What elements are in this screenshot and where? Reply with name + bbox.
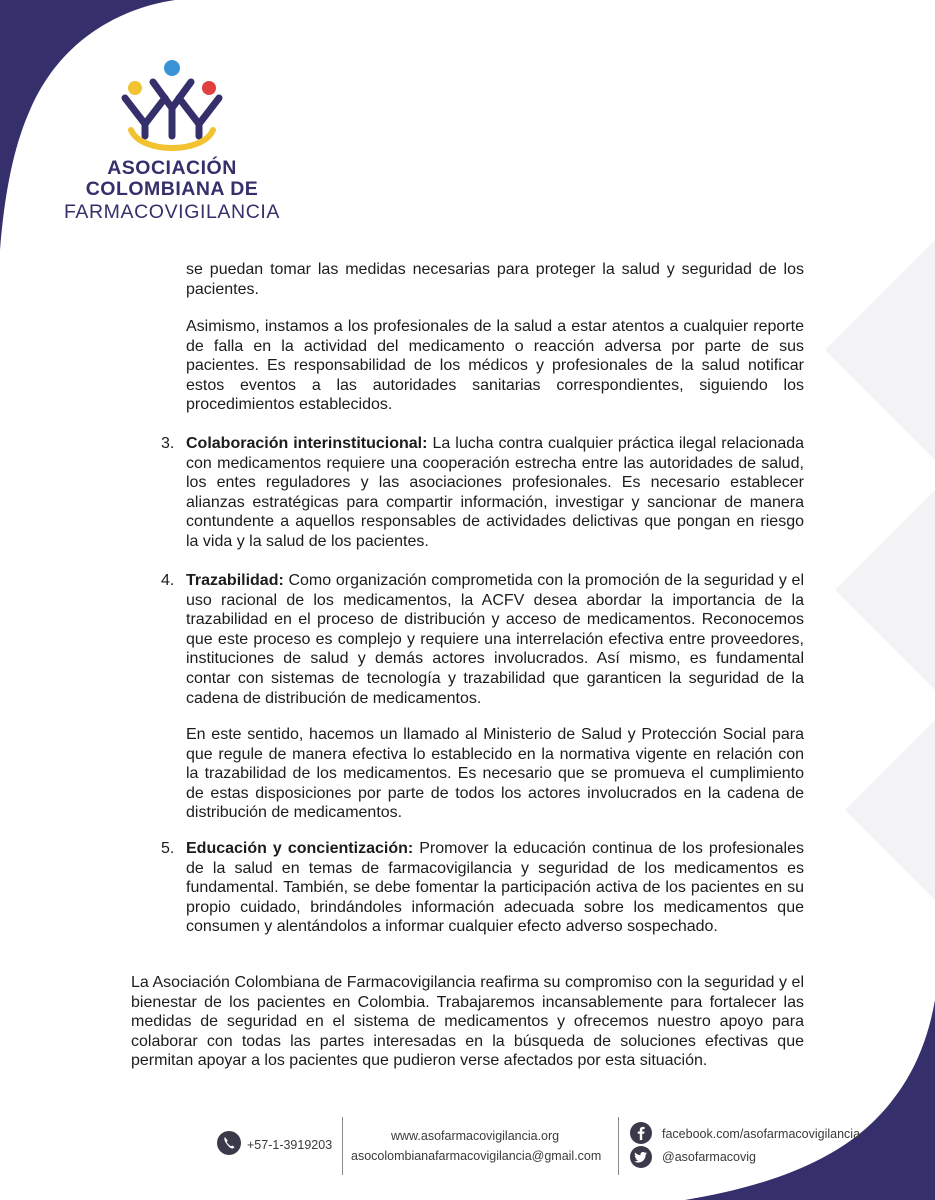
item-title-5: Educación y concientización: [186, 840, 414, 857]
footer-twitter[interactable]: @asofarmacovig [662, 1150, 756, 1164]
phone-icon [217, 1131, 241, 1155]
footer-website[interactable]: www.asofarmacovigilancia.org [391, 1129, 560, 1143]
intro-second-paragraph: Asimismo, instamos a los profesionales de la salud a estar atentos a cualquier reporte de falla en la actividad del medicamento o reacción adversa por parte de sus pacientes. Es responsabilidad de los médicos y profesionales de la salud notificar estos eventos a las autoridades sanitarias correspondientes, siguiendo los procedimientos establecidos. [186, 318, 804, 414]
item-number-3: 3. [161, 435, 175, 452]
organization-logo [62, 58, 282, 224]
intro-continuation-paragraph: se puedan tomar las medidas necesarias para proteger la salud y seguridad de los pacientes. [186, 261, 804, 298]
footer-phone: +57-1-3919203 [247, 1138, 333, 1152]
footer-divider-2 [618, 1117, 619, 1175]
org-name-line-2: COLOMBIANA DE [85, 178, 259, 200]
facebook-icon[interactable] [630, 1122, 652, 1144]
closing-paragraph: La Asociación Colombiana de Farmacovigilancia reafirma su compromiso con la seguridad y el bienestar de los pacientes en Colombia. Trabajaremos incansablemente para fortalecer las medidas de seguridad en el sistema de medicamentos y ofrecemos nuestro apoyo para colaborar con todas las partes interesadas en la búsqueda de soluciones efectivas que permitan apoyar a los pacientes que pudieron verse afectados por esta situación. [131, 974, 804, 1070]
list-item-5 [186, 839, 804, 937]
item-4-extra-paragraph: En este sentido, hacemos un llamado al Ministerio de Salud y Protección Social para que regule de manera efectiva lo establecido en la normativa vigente en relación con la trazabilidad de los medicamentos. Es necesario que se promueva el cumplimiento de estas disposiciones por parte de todos los actores involucrados en la cadena de distribución de medicamentos. [186, 726, 804, 822]
item-text-3: La lucha contra cualquier práctica ilegal relacionada con medicamentos requiere una cooperación estrecha entre las autoridades de salud, los entes reguladores y las asociaciones profesionales. Es necesario establecer alianzas estratégicas para compartir información, investigar y sancionar de manera contundente a aquellos responsables de actividades delictivas que pongan en riesgo la vida y la salud de los pacientes. [186, 435, 805, 550]
footer-email[interactable]: asocolombianafarmacovigilancia@gmail.com [351, 1149, 602, 1163]
twitter-icon[interactable] [630, 1146, 652, 1168]
logo-mark-icon [117, 58, 227, 158]
item-title-3: Colaboración interinstitucional: [186, 435, 428, 452]
list-item-3 [186, 434, 804, 552]
watermark-chevrons [805, 240, 935, 940]
org-name-line-1: ASOCIACIÓN [107, 157, 237, 179]
org-name-line-3: FARMACOVIGILANCIA [63, 201, 281, 223]
item-number-4: 4. [161, 572, 175, 589]
footer-facebook[interactable]: facebook.com/asofarmacovigilancia [662, 1127, 861, 1141]
item-title-4: Trazabilidad: [186, 572, 284, 589]
list-item-4 [186, 571, 804, 708]
item-text-5: Promover la educación continua de los profesionales de la salud en temas de farmacovigilancia y seguridad de los medicamentos es fundamental. También, se debe fomentar la participación activa de los pacientes en su propio cuidado, brindándoles información adecuada sobre los medicamentos que consumen y alentándolos a informar cualquier efecto adverso sospechado. [186, 840, 805, 936]
item-number-5: 5. [161, 840, 175, 857]
footer-divider-1 [342, 1117, 343, 1175]
item-text-4: Como organización comprometida con la promoción de la seguridad y el uso racional de los medicamentos, la ACFV desea abordar la importancia de la trazabilidad en el proceso de distribución y acceso de medicamentos. Reconocemos que este proceso es complejo y requiere una interrelación efectiva entre proveedores, instituciones de salud y demás actores involucrados. Así mismo, es fundamental contar con sistemas de tecnología y trazabilidad que garanticen la seguridad de la cadena de distribución de medicamentos. [186, 572, 804, 707]
